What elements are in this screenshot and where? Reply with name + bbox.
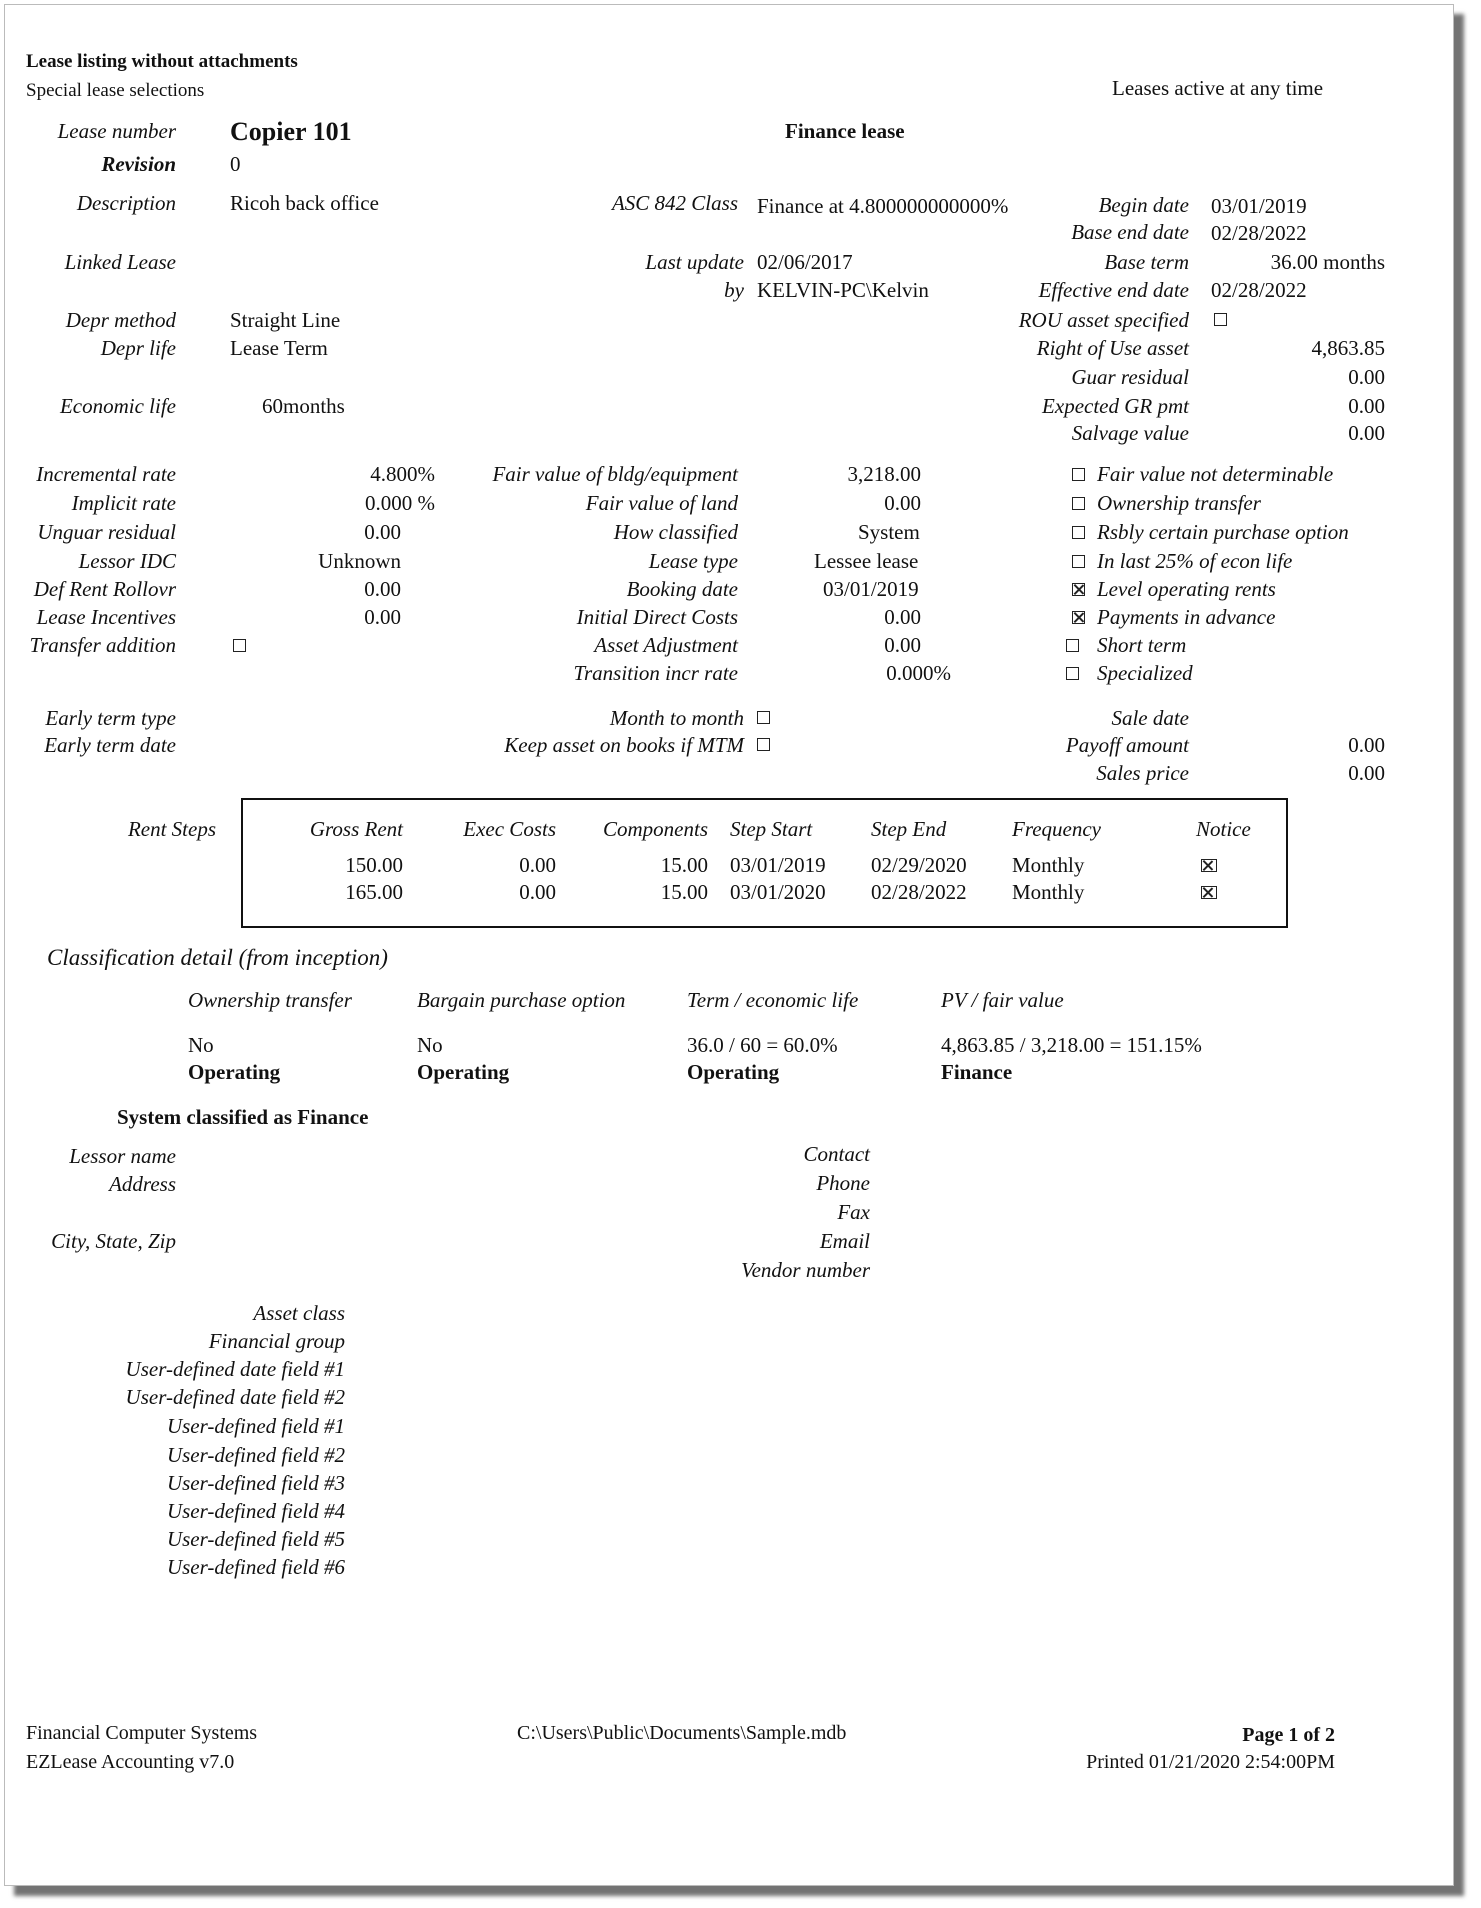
flag-checkbox [1072, 583, 1085, 596]
incentives-label: Lease Incentives [36, 605, 176, 629]
address-label: Address [109, 1172, 176, 1196]
economic-life-label: Economic life [59, 394, 176, 418]
guar-residual: 0.00 [1348, 365, 1385, 389]
keep-asset-checkbox [757, 738, 770, 751]
flag-label: In last 25% of econ life [1097, 549, 1293, 573]
test-label: Bargain purchase option [417, 988, 626, 1012]
gross-rent: 150.00 [345, 853, 403, 877]
base-term-label: Base term [1104, 250, 1189, 274]
column-header: Step End [871, 817, 947, 841]
by-label: by [724, 278, 744, 302]
notice-checkbox [1201, 859, 1217, 872]
frequency: Monthly [1012, 853, 1085, 877]
test-value: 4,863.85 / 3,218.00 = 151.15% [941, 1033, 1202, 1057]
user-field-label: User-defined date field #1 [125, 1357, 345, 1381]
flag-checkbox [1072, 468, 1085, 481]
column-header: Exec Costs [463, 817, 556, 841]
frequency: Monthly [1012, 880, 1085, 904]
booking-date: 03/01/2019 [823, 577, 919, 601]
base-end-date-label: Base end date [1071, 220, 1189, 244]
user-field-label: Asset class [253, 1301, 345, 1325]
depr-life: Lease Term [230, 336, 328, 360]
report-title: Lease listing without attachments [26, 51, 298, 72]
report-filter: Leases active at any time [1112, 76, 1324, 100]
revision-label: Revision [101, 152, 176, 176]
last-update: 02/06/2017 [757, 250, 853, 274]
last-update-label: Last update [645, 250, 744, 274]
flag-checkbox [1066, 639, 1079, 652]
unguar-residual: 0.00 [364, 520, 401, 544]
flag-label: Specialized [1097, 661, 1193, 685]
description: Ricoh back office [230, 191, 379, 215]
flag-label: Rsbly certain purchase option [1097, 520, 1349, 544]
footer-path: C:\Users\Public\Documents\Sample.mdb [517, 1722, 847, 1744]
components: 15.00 [660, 853, 708, 877]
rou-specified-checkbox [1214, 313, 1227, 326]
footer-printed: Printed 01/21/2020 2:54:00PM [1086, 1751, 1335, 1773]
idc-label: Initial Direct Costs [576, 605, 738, 629]
rou-asset-label: Right of Use asset [1036, 336, 1189, 360]
asc-class: Finance at 4.800000000000% [757, 194, 1009, 218]
payoff-label: Payoff amount [1065, 733, 1189, 757]
email-label: Email [819, 1229, 870, 1253]
test-label: Term / economic life [687, 988, 859, 1012]
effective-end-date-label: Effective end date [1038, 278, 1189, 302]
lease-type: Lessee lease [814, 549, 919, 573]
base-term: 36.00 months [1270, 250, 1385, 274]
fv-land: 0.00 [884, 491, 921, 515]
test-label: Ownership transfer [188, 988, 352, 1012]
incremental-rate-label: Incremental rate [36, 462, 176, 486]
flag-label: Level operating rents [1097, 577, 1276, 601]
test-result: Finance [941, 1060, 1013, 1084]
column-header: Gross Rent [309, 817, 403, 841]
idc: 0.00 [884, 605, 921, 629]
economic-life: 60months [262, 394, 345, 418]
user-field-label: User-defined date field #2 [125, 1385, 345, 1409]
how-classified: System [858, 520, 920, 544]
def-rent: 0.00 [364, 577, 401, 601]
footer-page: Page 1 of 2 [1242, 1724, 1335, 1746]
contact-label: Contact [803, 1142, 870, 1166]
test-value: No [188, 1033, 214, 1057]
sales-price: 0.00 [1348, 761, 1385, 785]
implicit-rate-label: Implicit rate [71, 491, 176, 515]
test-label: PV / fair value [941, 988, 1064, 1012]
user-field-label: Financial group [208, 1329, 345, 1353]
sales-price-label: Sales price [1096, 761, 1189, 785]
flag-checkbox [1066, 667, 1079, 680]
test-result: Operating [417, 1060, 510, 1084]
asc-class-label: ASC 842 Class [611, 191, 738, 215]
notice-checkbox [1201, 886, 1217, 899]
base-end-date: 02/28/2022 [1211, 221, 1307, 245]
transition-rate-label: Transition incr rate [573, 661, 738, 685]
rou-asset: 4,863.85 [1311, 336, 1385, 360]
exec-costs: 0.00 [519, 880, 556, 904]
step-end: 02/29/2020 [871, 853, 967, 877]
lessor-idc: Unknown [318, 549, 401, 573]
vendor-label: Vendor number [741, 1258, 870, 1282]
column-header: Step Start [730, 817, 813, 841]
lessor-idc-label: Lessor IDC [78, 549, 176, 573]
unguar-residual-label: Unguar residual [37, 520, 176, 544]
flag-checkbox [1072, 526, 1085, 539]
fv-land-label: Fair value of land [585, 491, 738, 515]
gross-rent: 165.00 [345, 880, 403, 904]
asset-adj: 0.00 [884, 633, 921, 657]
fax-label: Fax [837, 1200, 870, 1224]
lease-number: Copier 101 [230, 117, 352, 146]
transfer-addition-checkbox [233, 639, 246, 652]
test-value: No [417, 1033, 443, 1057]
step-start: 03/01/2020 [730, 880, 826, 904]
keep-asset-label: Keep asset on books if MTM [504, 733, 744, 757]
implicit-rate: 0.000 % [365, 491, 435, 515]
early-term-type-label: Early term type [45, 706, 176, 730]
user-field-label: User-defined field #2 [166, 1443, 345, 1467]
step-end: 02/28/2022 [871, 880, 967, 904]
exec-costs: 0.00 [519, 853, 556, 877]
salvage: 0.00 [1348, 421, 1385, 445]
mtm-checkbox [757, 711, 770, 724]
effective-end-date: 02/28/2022 [1211, 278, 1307, 302]
report-subtitle: Special lease selections [26, 80, 205, 101]
flag-label: Ownership transfer [1097, 491, 1261, 515]
user-field-label: User-defined field #5 [166, 1527, 345, 1551]
test-result: Operating [188, 1060, 281, 1084]
incremental-rate: 4.800% [370, 462, 435, 486]
expected-gr: 0.00 [1348, 394, 1385, 418]
revision: 0 [230, 152, 241, 176]
user-field-label: User-defined field #3 [166, 1471, 345, 1495]
rent-steps-label: Rent Steps [127, 817, 216, 841]
sale-date-label: Sale date [1111, 706, 1189, 730]
salvage-label: Salvage value [1071, 421, 1189, 445]
depr-method-label: Depr method [65, 308, 176, 332]
footer-company: Financial Computer Systems [26, 1722, 258, 1744]
incentives: 0.00 [364, 605, 401, 629]
user-field-label: User-defined field #6 [166, 1555, 345, 1579]
rou-specified-label: ROU asset specified [1018, 308, 1189, 332]
column-header: Notice [1196, 817, 1251, 841]
flag-label: Fair value not determinable [1097, 462, 1334, 486]
begin-date-label: Begin date [1098, 193, 1189, 217]
begin-date: 03/01/2019 [1211, 194, 1307, 218]
flag-checkbox [1072, 497, 1085, 510]
depr-method: Straight Line [230, 308, 341, 332]
description-label: Description [76, 191, 176, 215]
test-value: 36.0 / 60 = 60.0% [687, 1033, 838, 1057]
depr-life-label: Depr life [100, 336, 176, 360]
booking-date-label: Booking date [626, 577, 738, 601]
flag-checkbox [1072, 555, 1085, 568]
flag-label: Payments in advance [1097, 605, 1276, 629]
early-term-date-label: Early term date [44, 733, 176, 757]
column-header: Components [603, 817, 708, 841]
lease-type-heading: Finance lease [785, 119, 905, 143]
city-label: City, State, Zip [51, 1229, 176, 1253]
test-result: Operating [687, 1060, 780, 1084]
expected-gr-label: Expected GR pmt [1042, 394, 1189, 418]
footer-product: EZLease Accounting v7.0 [26, 1751, 235, 1773]
lease-number-label: Lease number [57, 119, 176, 143]
lessor-name-label: Lessor name [69, 1144, 176, 1168]
linked-lease-label: Linked Lease [64, 250, 176, 274]
fv-bldg: 3,218.00 [847, 462, 921, 486]
transition-rate: 0.000% [886, 661, 951, 685]
asset-adj-label: Asset Adjustment [594, 633, 738, 657]
guar-residual-label: Guar residual [1071, 365, 1189, 389]
classification-heading: Classification detail (from inception) [47, 945, 388, 970]
components: 15.00 [660, 880, 708, 904]
fv-bldg-label: Fair value of bldg/equipment [492, 462, 738, 486]
system-classified: System classified as Finance [117, 1105, 369, 1129]
payoff: 0.00 [1348, 733, 1385, 757]
column-header: Frequency [1012, 817, 1102, 841]
flag-checkbox [1072, 611, 1085, 624]
transfer-addition-label: Transfer addition [29, 633, 176, 657]
user-field-label: User-defined field #4 [166, 1499, 345, 1523]
how-classified-label: How classified [613, 520, 738, 544]
report-page [4, 4, 1454, 1886]
user-field-label: User-defined field #1 [166, 1414, 345, 1438]
mtm-label: Month to month [609, 706, 744, 730]
lease-type-label: Lease type [648, 549, 738, 573]
updated-by: KELVIN-PC\Kelvin [757, 278, 929, 302]
flag-label: Short term [1097, 633, 1187, 657]
phone-label: Phone [816, 1171, 870, 1195]
def-rent-label: Def Rent Rollovr [33, 577, 176, 601]
step-start: 03/01/2019 [730, 853, 826, 877]
